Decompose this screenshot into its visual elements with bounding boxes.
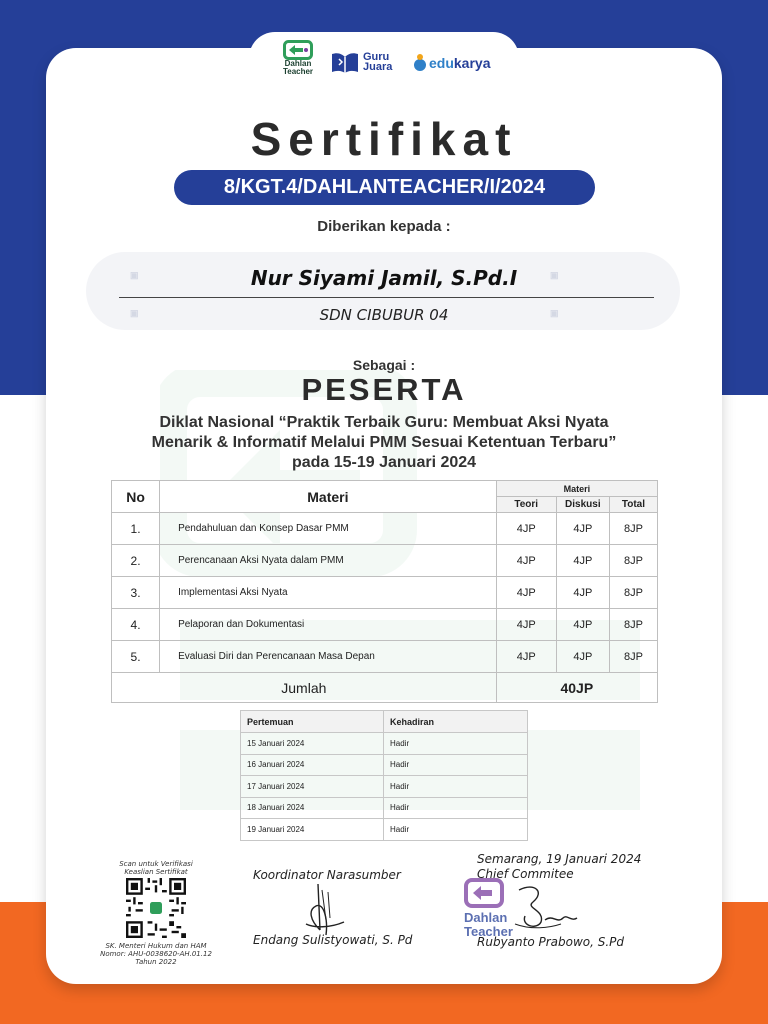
coordinator-title: Koordinator Narasumber: [253, 868, 401, 882]
table-row: 2. Perencanaan Aksi Nyata dalam PMM 4JP 4JP 8JP: [112, 545, 658, 577]
qr-code-icon[interactable]: [126, 878, 186, 938]
guru-juara-logo-line2: Juara: [363, 61, 393, 73]
chief-name: Rubyanto Prabowo, S.Pd: [477, 935, 625, 949]
header-teori: Teori: [496, 497, 556, 513]
materi-table: [111, 480, 658, 703]
sum-row: [112, 673, 658, 703]
table-row: 18 Januari 2024 Hadir: [241, 797, 528, 819]
recipient-name: Nur Siyami Jamil, S.Pd.I: [250, 266, 518, 290]
header-attendance: Kehadiran: [384, 711, 528, 733]
qr-caption-line1: Scan untuk Verifikasi: [119, 860, 193, 868]
verification-block: [86, 860, 226, 966]
dahlan-teacher-logo: [276, 40, 320, 82]
edukarya-logo-suffix: karya: [453, 55, 491, 71]
event-description: [100, 413, 668, 473]
header-materi: Materi: [160, 481, 497, 513]
coordinator-signature-icon: [290, 880, 360, 940]
certificate-number: 8/KGT.4/DAHLANTEACHER/I/2024: [174, 170, 595, 205]
svg-text:Dahlan: Dahlan: [464, 910, 508, 925]
legal-note-line2: Nomor: AHU-0038620-AH.01.12: [100, 950, 212, 958]
table-row: 3. Implementasi Aksi Nyata 4JP 4JP 8JP: [112, 577, 658, 609]
svg-text:Teacher: Teacher: [464, 924, 513, 938]
edukarya-logo-prefix: edu: [429, 55, 454, 71]
guru-juara-book-icon: [330, 50, 360, 74]
header-total: Total: [609, 497, 657, 513]
table-row: 19 Januari 2024 Hadir: [241, 819, 528, 841]
participant-role: PESERTA: [301, 372, 467, 407]
header-diskusi: Diskusi: [556, 497, 609, 513]
band-logo-icon: ▣: [550, 270, 559, 280]
table-row: 17 Januari 2024 Hadir: [241, 776, 528, 798]
coordinator-name: Endang Sulistyowati, S. Pd: [253, 933, 413, 947]
header-no: No: [112, 481, 160, 513]
header-meeting: Pertemuan: [241, 711, 384, 733]
table-row: 16 Januari 2024 Hadir: [241, 754, 528, 776]
table-row: 5. Evaluasi Diri dan Perencanaan Masa Depan 4JP 4JP 8JP: [112, 641, 658, 673]
event-line-3: pada 15-19 Januari 2024: [291, 454, 477, 471]
recipient-school: SDN CIBUBUR 04: [319, 306, 449, 324]
given-to-label: Diberikan kepada :: [317, 218, 451, 235]
band-logo-icon: ▣: [130, 308, 139, 318]
edukarya-logo: [412, 50, 490, 76]
legal-note-line3: Tahun 2022: [135, 958, 177, 966]
band-logo-icon: ▣: [130, 270, 139, 280]
sum-label: Jumlah: [112, 673, 497, 703]
table-row: 4. Pelaporan dan Dokumentasi 4JP 4JP 8JP: [112, 609, 658, 641]
table-row: 15 Januari 2024 Hadir: [241, 733, 528, 755]
place-date: Semarang, 19 Januari 2024: [477, 852, 642, 866]
dahlan-teacher-logo-line2: Teacher: [282, 67, 314, 76]
event-line-1: Diklat Nasional “Praktik Terbaik Guru: Membuat Aksi Nyata: [159, 414, 609, 431]
header-materi-group: Materi: [496, 481, 657, 497]
as-label: Sebagai :: [352, 357, 416, 373]
chief-signature-icon: [505, 880, 585, 935]
guru-juara-logo-line1: Guru: [363, 51, 390, 63]
name-underline: [119, 297, 654, 298]
band-logo-icon: ▣: [550, 308, 559, 318]
chief-title: Chief Commitee: [477, 867, 574, 881]
sum-value: 40JP: [496, 673, 657, 703]
dahlan-teacher-icon: [283, 40, 313, 60]
table-row: 1. Pendahuluan dan Konsep Dasar PMM 4JP 4JP 8JP: [112, 513, 658, 545]
certificate-title: Sertifikat: [250, 113, 518, 165]
edukarya-icon: [412, 53, 428, 73]
event-line-2: Menarik & Informatif Melalui PMM Sesuai Ketentuan Terbaru”: [151, 434, 617, 451]
qr-caption-line2: Keaslian Sertifikat: [124, 868, 188, 876]
guru-juara-logo: [330, 48, 392, 76]
attendance-table: [240, 710, 528, 841]
dahlan-teacher-logo-line1: Dahlan: [284, 59, 312, 68]
partner-logos: [276, 40, 506, 82]
legal-note-line1: SK. Menteri Hukum dan HAM: [105, 942, 207, 950]
